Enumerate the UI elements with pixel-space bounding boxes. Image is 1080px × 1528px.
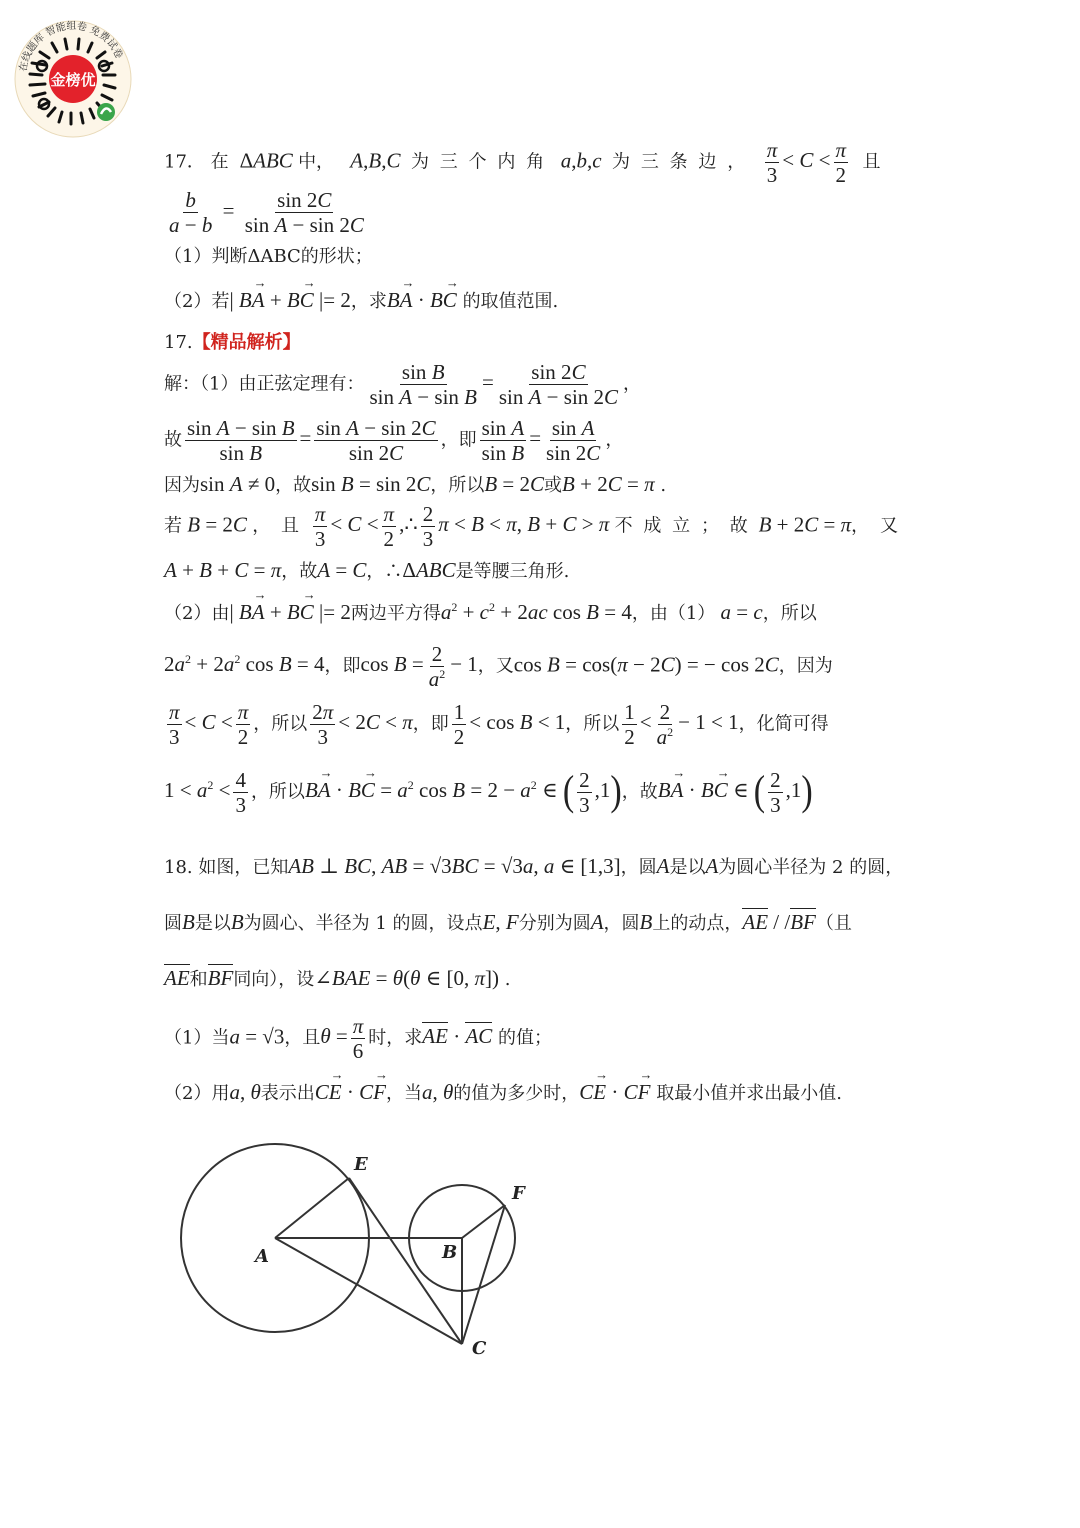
q17-condition: $\frac{b}{a - b}$ = $\frac{\sin 2C}{\text{sin A − sin 2C}}$ xyxy=(169,188,364,238)
sol17-line4: 若 B = 2C ，且 $\frac{\pi}{3}$ < C < $\frac{\pi}{2}$ ,∴ $\frac{2}{3}$ π < B < π, B + C > π 不成立；故B + 2C = π，又 xyxy=(164,502,909,552)
label-f: F xyxy=(512,1183,525,1204)
sol17-line5: A + B + C = π，故A = C，∴ΔABC是等腰三角形. xyxy=(164,558,570,582)
sol17-part2-line4: $1 < a^2$ < $\frac{4}{3}$ ，所以→ BA · → BC = $a^2$ $\cos B = 2 - a^2$ ∈ ( $\frac{2}{3}$ ,1)，故→ BA · → BC ∈ ( $\frac{2}{3}$ ,1) xyxy=(164,768,813,817)
q17-number: 17． xyxy=(164,151,205,173)
q17-line1: 17． 在 ΔABC 中， A,B,C 为三个内角 a,b,c 为三条边， $\frac{\pi}{3}$ < C < $\frac{\pi}{2}$ 且 xyxy=(164,138,881,188)
q18-line3: AE和BF同向），设∠BAE = θ(θ ∈ [0, π]) . xyxy=(164,966,511,990)
logo-brand: 金榜优 xyxy=(50,71,96,89)
segment-bf xyxy=(462,1205,505,1238)
label-c: C xyxy=(472,1338,487,1359)
q18-line2: 圆B是以B为圆心、半径为 1 的圆，设点E, F分别为圆A，圆B上的动点，AE / /BF（且 xyxy=(164,910,852,934)
label-e: E xyxy=(354,1154,368,1175)
segment-ae xyxy=(275,1178,349,1238)
q17-part2: （2）若| → BA + → BC |= 2，求→ BA · → BC 的取值范围. xyxy=(164,288,558,313)
sol17-part2-line3: $\frac{\pi}{3}$ < C < $\frac{\pi}{2}$ ，所以 $\frac{2\pi}{3}$ < 2C < π，即 $\frac{1}{2}$ < cos B < 1，所以 $\frac{1}{2}$ < $\frac{2}{a^2}$ − 1 < 1，化简可得 xyxy=(169,700,829,750)
sol17-line2: 故 $\frac{\text{sin A − sin B}}{\text{sin B}}$ = $\frac{\text{sin A − sin 2C}}{\sin 2C}$ ，即 $\frac{\text{sin A}}{\text{sin B}}$ = $\frac{\text{sin A}}{\sin 2C}$ ， xyxy=(164,416,624,466)
sol17-heading: 17.【精品解析】 xyxy=(164,332,301,353)
sol17-line1: 解：（1）由正弦定理有： $\frac{\text{sin B}}{\text{sin A − sin B}}$ = $\frac{\sin 2C}{\text{sin A − sin 2C}}$ ， xyxy=(164,360,642,410)
q18-part1: （1）当a = √3，且θ = $\frac{\pi}{6}$ 时，求AE · AC 的值； xyxy=(164,1014,553,1064)
jinbangyou-logo xyxy=(12,18,134,140)
sol17-tag: 【精品解析】 xyxy=(192,332,301,353)
logo-ring-text: 在线题库 智能组卷 免费试卷 xyxy=(18,20,125,73)
sol17-line3: 因为sin A ≠ 0，故sin B = sin 2C，所以B = 2C或B + 2C = π . xyxy=(164,472,667,496)
q18-line1: 18. 如图，已知AB ⊥ BC, AB = √3BC = √3a, a ∈ [1,3]，圆A是以A为圆心半径为 2 的圆， xyxy=(164,854,904,878)
segment-fc xyxy=(462,1205,505,1344)
label-b: B xyxy=(442,1242,458,1263)
sol17-part2-line2: $2a^2 + 2a^2$ cos B = 4，即cos B = $\frac{2}{a^2}$ − 1，又cos B = cos(π − 2C) = − cos 2C，因为 xyxy=(164,642,833,692)
q18-part2: （2）用a, θ表示出→ CE · → CF，当a, θ的值为多少时，→ CE · → CF 取最小值并求出最小值. xyxy=(164,1080,842,1105)
q17-part1: （1）判断ΔABC的形状； xyxy=(164,246,373,267)
sol17-part2-line1: （2）由| → BA + → BC |= 2两边平方得$a^2 + c^2 + 2ac$ cos B = 4，由（1） a = c，所以 xyxy=(164,600,817,625)
label-a: A xyxy=(255,1246,269,1267)
geometry-figure xyxy=(160,1130,540,1370)
